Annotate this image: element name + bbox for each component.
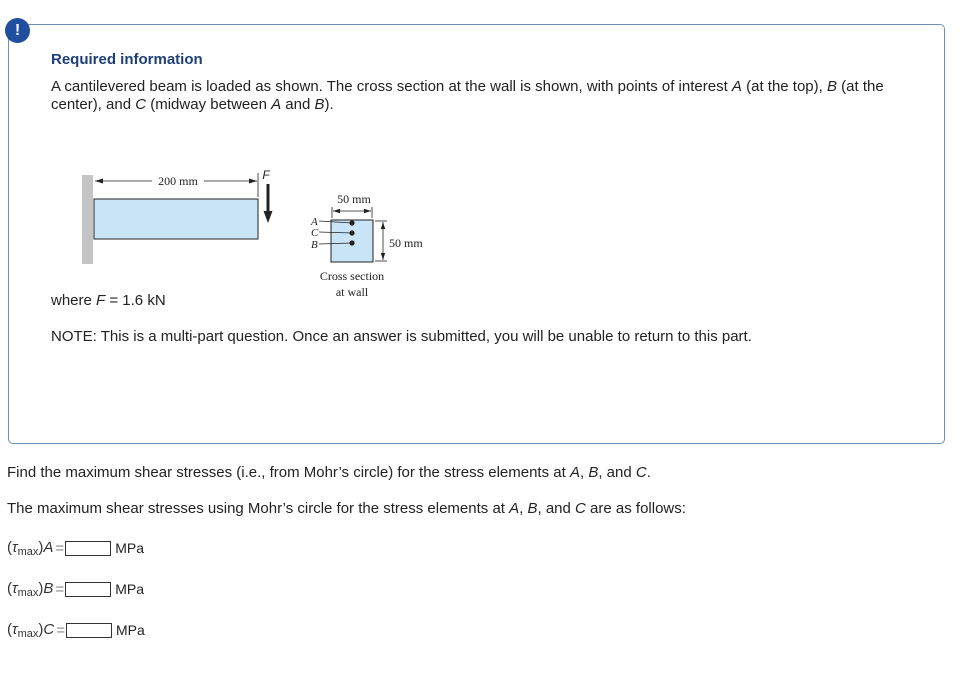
unit-label-c: MPa xyxy=(116,622,145,638)
multi-part-note: NOTE: This is a multi-part question. Once an answer is submitted, you will be unable to return to this part. xyxy=(51,328,752,345)
equals-sign: = xyxy=(56,621,66,639)
force-arrow xyxy=(262,168,272,223)
point-label-a: A xyxy=(311,216,318,228)
beam-figure xyxy=(79,143,449,303)
answer-label-a: $(\tau_{max})A$ xyxy=(7,538,54,558)
cross-section xyxy=(310,192,423,299)
question-text: Find the maximum shear stresses (i.e., from Mohr’s circle) for the stress elements at A, B, and C. xyxy=(7,464,651,481)
answer-row-a xyxy=(7,538,144,558)
answer-input-b[interactable] xyxy=(65,582,111,597)
required-info-panel xyxy=(8,24,945,444)
answer-label-c: $(\tau_{max})C$ xyxy=(7,620,55,640)
wall xyxy=(82,175,93,264)
beam xyxy=(94,199,258,239)
given-force: where F = 1.6 kN xyxy=(51,292,166,309)
point-b-dot xyxy=(349,240,354,245)
alert-icon: ! xyxy=(5,18,30,43)
cross-section-caption-line2: at wall xyxy=(335,285,369,299)
info-title: Required information xyxy=(51,51,203,68)
answer-input-c[interactable] xyxy=(66,623,112,638)
length-label: 200 mm xyxy=(158,174,198,188)
point-c-dot xyxy=(349,230,354,235)
problem-statement: A cantilevered beam is loaded as shown. The cross section at the wall is shown, with points of interest A (at the top), B (at the center), and C (midway between A and B). xyxy=(51,78,884,113)
answer-input-a[interactable] xyxy=(65,541,111,556)
width-label: 50 mm xyxy=(337,192,371,206)
length-dimension xyxy=(95,174,257,188)
equals-sign: = xyxy=(55,580,65,598)
answer-row-b xyxy=(7,579,144,599)
height-label: 50 mm xyxy=(389,236,423,250)
unit-label-b: MPa xyxy=(115,581,144,597)
point-label-b: B xyxy=(311,239,318,251)
point-a-dot xyxy=(349,220,354,225)
point-label-c: C xyxy=(311,227,319,239)
force-label: F xyxy=(262,168,270,182)
answer-label-b: $(\tau_{max})B$ xyxy=(7,579,54,599)
unit-label-a: MPa xyxy=(115,540,144,556)
answer-intro-text: The maximum shear stresses using Mohr’s circle for the stress elements at A, B, and C are as follows: xyxy=(7,500,686,517)
equals-sign: = xyxy=(55,539,65,557)
cross-section-caption-line1: Cross section xyxy=(319,269,385,283)
answer-row-c xyxy=(7,620,145,640)
